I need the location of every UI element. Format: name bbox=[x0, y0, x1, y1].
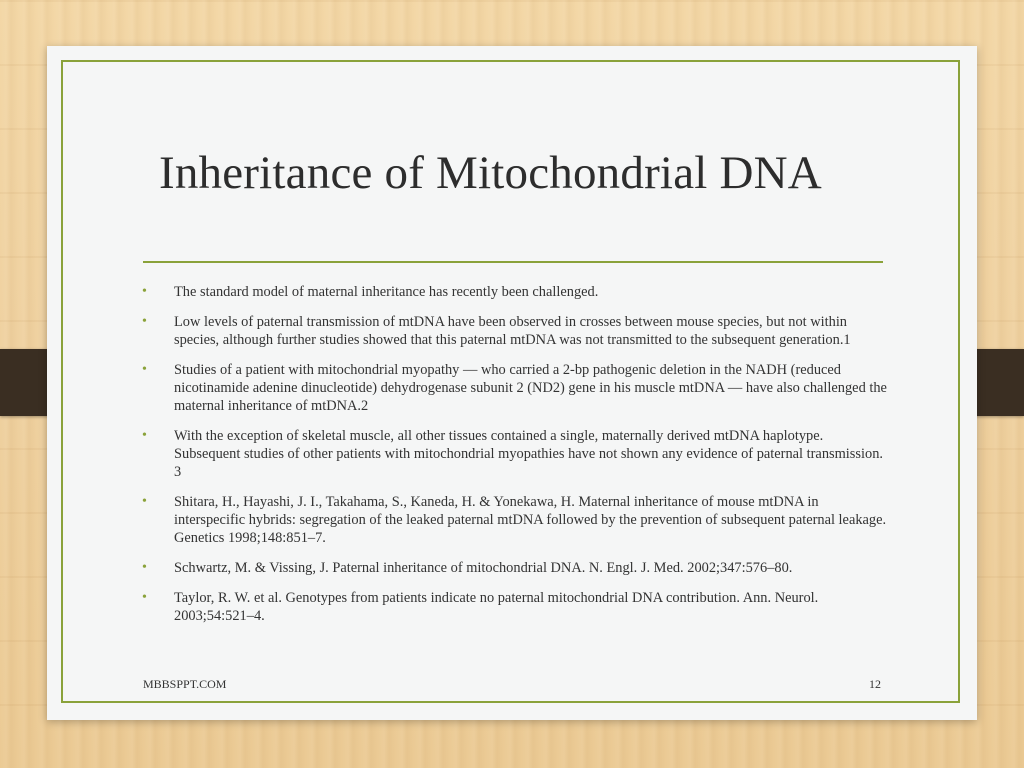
bullet-text: Low levels of paternal transmission of mtDNA have been observed in crosses between mouse species, but not within species, although further studies showed that this paternal mtDNA was not transmitted to the subsequent generation.1 bbox=[174, 314, 851, 348]
bullet-text: Schwartz, M. & Vissing, J. Paternal inheritance of mitochondrial DNA. N. Engl. J. Med. 2002;347:576–80. bbox=[174, 560, 793, 576]
bullet-item bbox=[139, 589, 889, 625]
slide-title: Inheritance of Mitochondrial DNA bbox=[159, 147, 822, 199]
bullet-text: Taylor, R. W. et al. Genotypes from patients indicate no paternal mitochondrial DNA contribution. Ann. Neurol. 2003;54:521–4. bbox=[174, 590, 819, 624]
bullet-icon: • bbox=[142, 428, 147, 443]
bullet-item bbox=[139, 493, 889, 547]
bullet-icon: • bbox=[142, 284, 147, 299]
bullet-text: Shitara, H., Hayashi, J. I., Takahama, S., Kaneda, H. & Yonekawa, H. Maternal inheritance of mouse mtDNA in interspecific hybrids: segregation of the leaked paternal mtDNA followed by the prevention of subsequent paternal leakage. Genetics 1998;148:851–7. bbox=[174, 494, 887, 546]
footer-site-label: MBBSPPT.COM bbox=[143, 677, 227, 691]
slide-number: 12 bbox=[869, 677, 881, 691]
bullet-text: With the exception of skeletal muscle, all other tissues contained a single, maternally derived mtDNA haplotype. Subsequent studies of other patients with mitochondrial myopathies have not shown any evidence of paternal transmission. 3 bbox=[174, 428, 883, 480]
bullet-item bbox=[139, 559, 889, 577]
bullet-icon: • bbox=[142, 494, 147, 509]
bullet-icon: • bbox=[142, 362, 147, 377]
bullet-icon: • bbox=[142, 314, 147, 329]
bullet-icon: • bbox=[142, 560, 147, 575]
bullet-item bbox=[139, 361, 889, 415]
bullet-text: Studies of a patient with mitochondrial myopathy — who carried a 2-bp pathogenic deletion in the NADH (reduced nicotinamide adenine dinucleotide) dehydrogenase subunit 2 (ND2) gene in his muscle mtDNA — have also challenged the maternal inheritance of mtDNA.2 bbox=[174, 362, 887, 414]
title-divider bbox=[143, 261, 883, 263]
bullet-text: The standard model of maternal inheritance has recently been challenged. bbox=[174, 284, 599, 300]
bullet-list bbox=[139, 283, 889, 637]
bullet-item bbox=[139, 283, 889, 301]
slide bbox=[47, 46, 977, 720]
bullet-item bbox=[139, 313, 889, 349]
bullet-item bbox=[139, 427, 889, 481]
bullet-icon: • bbox=[142, 590, 147, 605]
